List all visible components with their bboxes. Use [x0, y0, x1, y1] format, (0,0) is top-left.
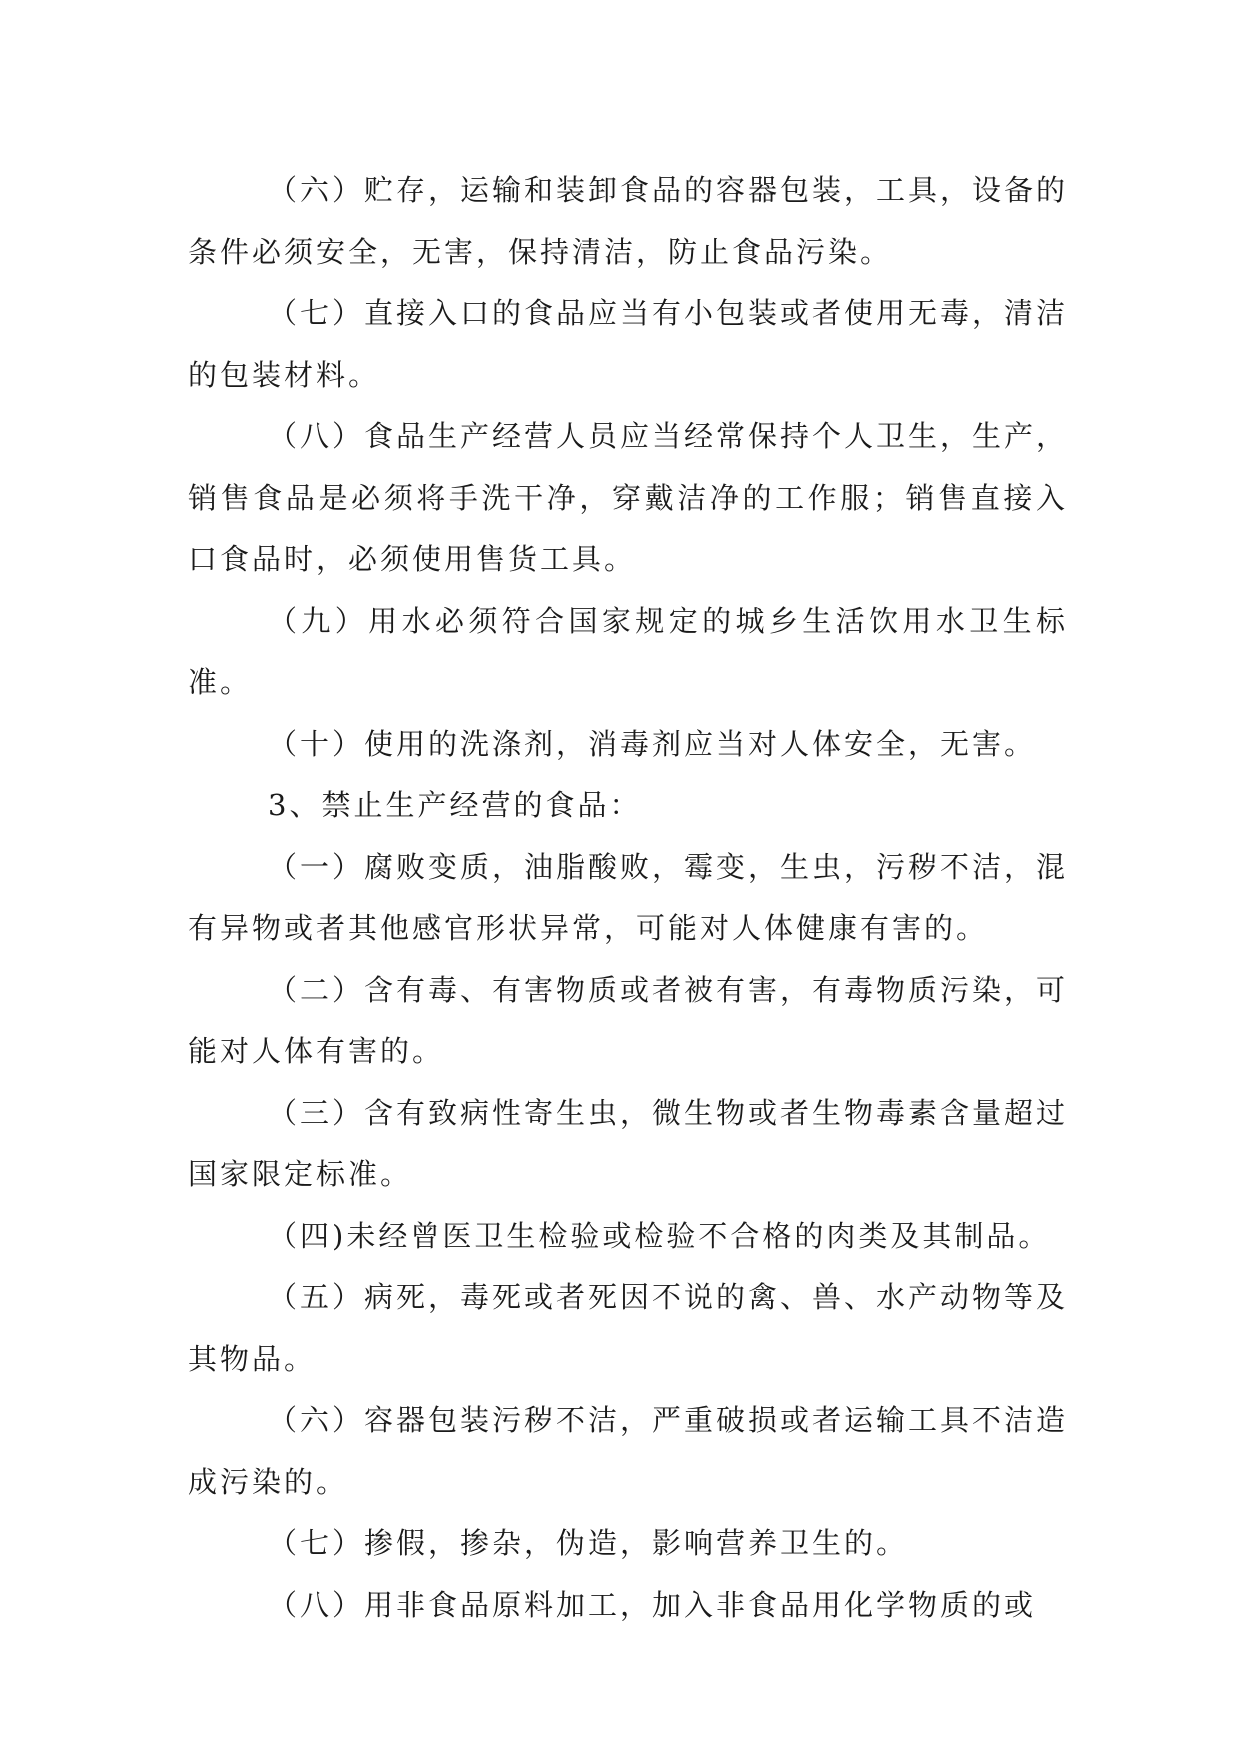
document-body [188, 160, 1068, 1636]
paragraph-uninspected-meat: （四)未经曾医卫生检验或检验不合格的肉类及其制品。 [268, 1218, 1051, 1253]
paragraph-storage-transport: （六）贮存，运输和装卸食品的容器包装，工具，设备的条件必须安全，无害，保持清洁，防止食品污染。 [188, 173, 1069, 269]
paragraph-dirty-packaging: （六）容器包装污秽不洁，严重破损或者运输工具不洁造成污染的。 [188, 1403, 1069, 1499]
paragraph-diseased-animals: （五）病死，毒死或者死因不说的禽、兽、水产动物等及其物品。 [188, 1280, 1069, 1376]
paragraph-direct-entry-packaging: （七）直接入口的食品应当有小包装或者使用无毒，清洁的包装材料。 [188, 296, 1069, 392]
paragraph-water-standard: （九）用水必须符合国家规定的城乡生活饮用水卫生标准。 [188, 603, 1068, 699]
paragraph-adulteration: （七）掺假，掺杂，伪造，影响营养卫生的。 [268, 1526, 909, 1560]
section-heading-prohibited-foods: 3、禁止生产经营的食品： [268, 788, 642, 822]
paragraph-detergents: （十）使用的洗涤剂，消毒剂应当对人体安全，无害。 [268, 726, 1037, 761]
paragraph-toxic-substances: （二）含有毒、有害物质或者被有害，有毒物质污染，可能对人体有害的。 [188, 972, 1069, 1068]
paragraph-parasites-microbes: （三）含有致病性寄生虫，微生物或者生物毒素含量超过国家限定标准。 [188, 1095, 1069, 1191]
paragraph-spoiled-food: （一）腐败变质，油脂酸败，霉变，生虫，污秽不洁，混有异物或者其他感官形状异常，可能对人体健康有害的。 [188, 849, 1069, 945]
paragraph-non-food-materials: （八）用非食品原料加工，加入非食品用化学物质的或 [268, 1587, 1037, 1622]
paragraph-personnel-hygiene: （八）食品生产经营人员应当经常保持个人卫生，生产，销售食品是必须将手洗干净，穿戴洁净的工作服；销售直接入口食品时，必须使用售货工具。 [188, 419, 1069, 576]
